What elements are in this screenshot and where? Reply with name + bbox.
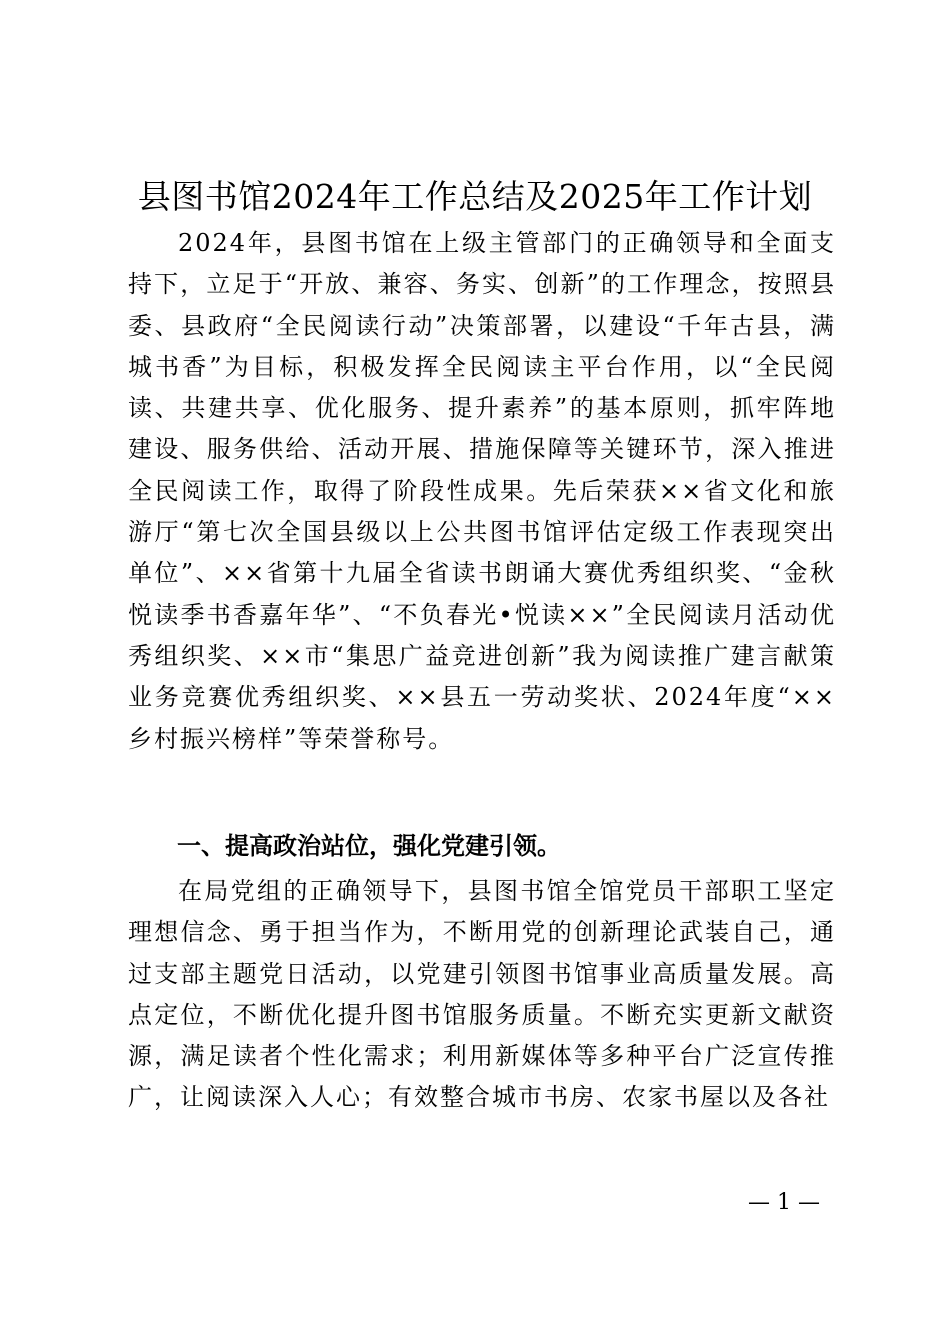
section-heading-1: 一、提高政治站位，强化党建引领。 [177, 832, 561, 860]
intro-paragraph: 2024年，县图书馆在上级主管部门的正确领导和全面支持下，立足于“开放、兼容、务实、创新”的工作理念，按照县委、县政府“全民阅读行动”决策部署，以建设“千年古县，满城书香”为目标，积极发挥全民阅读主平台作用，以“全民阅读、共建共享、优化服务、提升素养”的基本原则，抓牢阵地建设、服务供给、活动开展、措施保障等关键环节，深入推进全民阅读工作，取得了阶段性成果。先后荣获××省文化和旅游厅“第七次全国县级以上公共图书馆评估定级工作表现突出单位”、××省第十九届全省读书朗诵大赛优秀组织奖、“金秋悦读季书香嘉年华”、“不负春光•悦读××”全民阅读月活动优秀组织奖、××市“集思广益竞进创新”我为阅读推广建言献策业务竞赛优秀组织奖、××县五一劳动奖状、2024年度“××乡村振兴榜样”等荣誉称号。 [128, 229, 836, 753]
page-number: — 1 — [748, 1190, 820, 1215]
section-paragraph-1: 在局党组的正确领导下，县图书馆全馆党员干部职工坚定理想信念、勇于担当作为，不断用党的创新理论武装自己，通过支部主题党日活动，以党建引领图书馆事业高质量发展。高点定位，不断优化提升图书馆服务质量。不断充实更新文献资源，满足读者个性化需求；利用新媒体等多种平台广泛宣传推广，让阅读深入人心；有效整合城市书房、农家书屋以及各社 [128, 877, 836, 1112]
document-title: 县图书馆2024年工作总结及2025年工作计划 [137, 177, 813, 216]
